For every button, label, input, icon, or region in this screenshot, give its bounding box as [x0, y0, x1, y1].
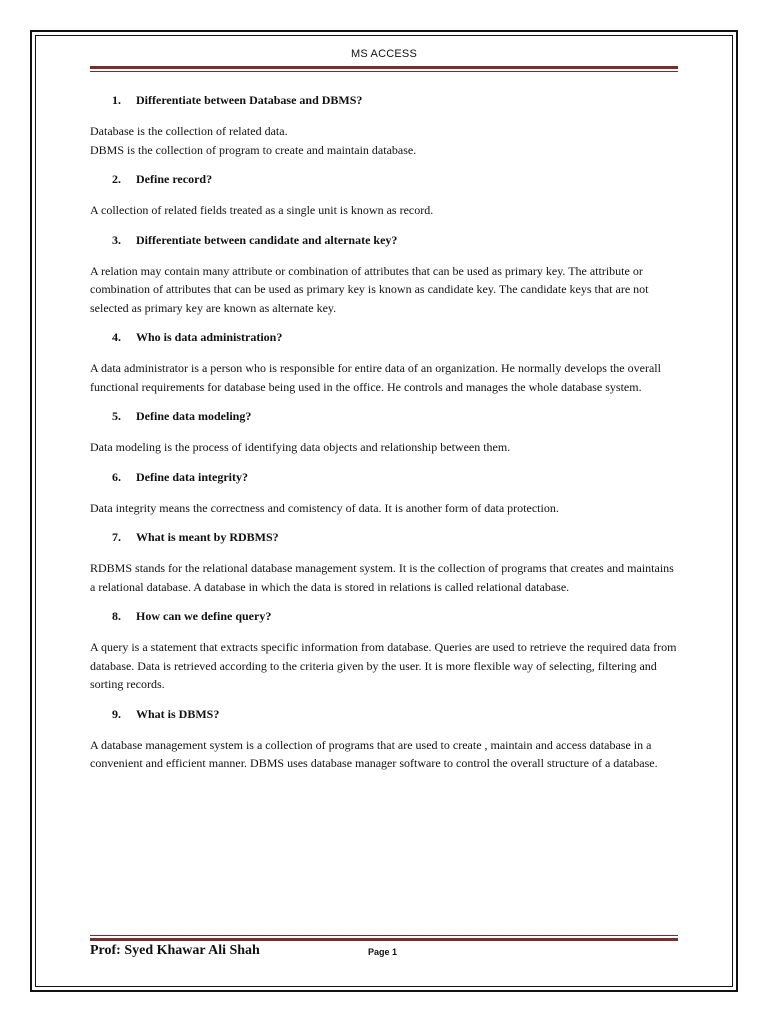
qa-item — [90, 469, 678, 518]
question-text: Differentiate between candidate and alternate key? — [136, 232, 398, 247]
question-number: 4. — [112, 330, 121, 344]
question-text: Differentiate between Database and DBMS? — [136, 93, 363, 107]
footer-rule-thick — [90, 938, 678, 941]
answer-text: A database management system is a collection of programs that are used to create , maintain and access database in a convenient and efficient manner. DBMS uses database manager software to control the overall structure of a database. — [90, 737, 658, 770]
header-rule-thin — [90, 71, 678, 72]
answer-text: A relation may contain many attribute or combination of attributes that can be used as primary key. The attribute or combination of attributes that can be used as primary key is known as candidate key. The candidate keys that are not selected as primary key are known as alternate key. — [90, 263, 649, 315]
question-heading — [90, 608, 678, 624]
question-heading — [90, 706, 678, 722]
qa-item — [90, 408, 678, 457]
question-heading — [90, 171, 678, 187]
question-text: Who is data administration? — [136, 330, 283, 344]
question-text: How can we define query? — [136, 609, 272, 623]
footer-author: Prof: Syed Khawar Ali Shah — [90, 943, 260, 958]
qa-content — [90, 92, 678, 785]
question-heading — [90, 529, 678, 545]
question-number: 1. — [112, 93, 121, 107]
answer-text: A data administrator is a person who is responsible for entire data of an organization. He normally develops the overall functional requirements for database being used in the office. He controls and manages the whole database system. — [90, 361, 661, 394]
answer-text: A query is a statement that extracts specific information from database. Queries are used to retrieve the required data from database. Data is retrieved according to the criteria given by the user. It is more flexible way of selecting, filtering and sorting records. — [90, 640, 677, 691]
question-number: 2. — [112, 172, 121, 186]
question-text: What is DBMS? — [136, 706, 220, 721]
qa-item — [90, 171, 678, 220]
footer-rule-thin — [90, 935, 678, 936]
qa-item — [90, 706, 678, 773]
question-number: 8. — [112, 609, 121, 623]
answer-text: Data integrity means the correctness and comistency of data. It is another form of data protection. — [90, 500, 559, 515]
header-rule-thick — [90, 66, 678, 69]
question-heading — [90, 408, 678, 424]
question-text: What is meant by RDBMS? — [136, 530, 279, 544]
answer-text: Data modeling is the process of identifying data objects and relationship between them. — [90, 440, 511, 454]
answer-text: A collection of related fields treated as a single unit is known as record. — [90, 203, 434, 217]
question-heading — [90, 232, 678, 248]
qa-item — [90, 529, 678, 596]
header-title: MS ACCESS — [351, 48, 417, 60]
qa-item — [90, 232, 678, 318]
question-number: 7. — [112, 530, 121, 544]
question-text: Define data modeling? — [136, 409, 252, 423]
question-number: 5. — [112, 409, 121, 423]
question-heading — [90, 329, 678, 345]
question-text: Define data integrity? — [136, 469, 248, 484]
qa-item — [90, 329, 678, 396]
question-heading — [90, 469, 678, 485]
question-number: 3. — [112, 232, 121, 247]
qa-item — [90, 608, 678, 694]
answer-text: Database is the collection of related data. DBMS is the collection of program to create and maintain database. — [90, 124, 417, 157]
page-number: Page 1 — [368, 947, 398, 957]
answer-text: RDBMS stands for the relational database management system. It is the collection of programs that creates and maintains a relational database. A database in which the data is stored in relations is called relational database. — [90, 561, 674, 594]
question-heading — [90, 92, 678, 108]
question-number: 9. — [112, 706, 121, 721]
qa-item — [90, 92, 678, 159]
question-number: 6. — [112, 469, 121, 484]
question-text: Define record? — [136, 172, 213, 186]
